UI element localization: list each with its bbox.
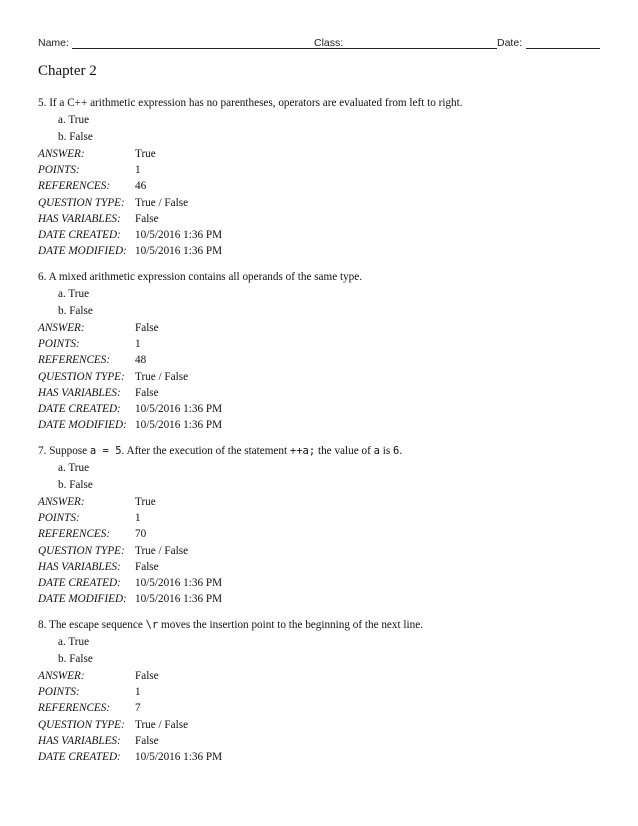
question-item: [38, 95, 608, 259]
date-created-row: [38, 227, 608, 243]
question-type-row: [38, 195, 608, 211]
points-label: POINTS:: [38, 164, 80, 177]
option-b: b. False: [58, 653, 93, 665]
has-variables-row: [38, 559, 608, 575]
date-modified-row: [38, 243, 608, 259]
prompt-code: a: [373, 445, 380, 457]
has-variables-label: HAS VARIABLES:: [38, 560, 121, 573]
date-created-value: 10/5/2016 1:36 PM: [135, 402, 223, 415]
name-label: Name:: [38, 37, 69, 49]
prompt-text: moves the insertion point to the beginning of the next line.: [158, 619, 423, 631]
date-blank-line: [526, 48, 600, 49]
has-variables-row: [38, 733, 608, 749]
prompt-text: .: [399, 445, 403, 457]
points-value: 1: [135, 686, 141, 699]
prompt-text: is: [379, 445, 393, 457]
answer-label: ANSWER:: [38, 670, 85, 682]
prompt-text: . After the execution of the statement: [121, 445, 290, 457]
has-variables-value: False: [135, 560, 159, 573]
points-row: [38, 162, 608, 178]
date-modified-label: DATE MODIFIED:: [38, 245, 127, 258]
date-created-value: 10/5/2016 1:36 PM: [135, 576, 223, 589]
option-a: a. True: [58, 114, 90, 126]
prompt-text: 8. The escape sequence: [38, 619, 146, 631]
date-created-label: DATE CREATED:: [38, 402, 121, 415]
option-b: b. False: [58, 305, 93, 317]
date-modified-value: 10/5/2016 1:36 PM: [135, 419, 223, 432]
name-blank-line: [72, 48, 344, 49]
class-label: Class:: [314, 37, 344, 49]
page-header: [38, 37, 600, 53]
prompt-code: a = 5: [89, 445, 122, 457]
question-type-label: QUESTION TYPE:: [38, 718, 125, 731]
points-label: POINTS:: [38, 338, 80, 351]
question-type-value: True / False: [135, 370, 189, 383]
prompt-code: ++a;: [289, 445, 316, 457]
option-b: b. False: [58, 131, 93, 143]
answer-value: True: [135, 496, 156, 508]
date-modified-label: DATE MODIFIED:: [38, 593, 127, 606]
date-created-label: DATE CREATED:: [38, 750, 121, 763]
answer-row: [38, 320, 608, 336]
date-created-value: 10/5/2016 1:36 PM: [135, 750, 223, 763]
references-label: REFERENCES:: [38, 528, 111, 541]
references-value: 70: [135, 528, 147, 541]
has-variables-row: [38, 385, 608, 401]
has-variables-value: False: [135, 212, 159, 225]
date-created-label: DATE CREATED:: [38, 228, 121, 241]
date-modified-label: DATE MODIFIED:: [38, 419, 127, 432]
points-value: 1: [135, 338, 141, 351]
has-variables-label: HAS VARIABLES:: [38, 734, 121, 747]
question-type-label: QUESTION TYPE:: [38, 544, 125, 557]
date-modified-row: [38, 417, 608, 433]
points-value: 1: [135, 512, 141, 525]
references-label: REFERENCES:: [38, 354, 111, 367]
references-row: [38, 352, 608, 368]
has-variables-value: False: [135, 734, 159, 747]
references-label: REFERENCES:: [38, 180, 111, 193]
answer-value: True: [135, 148, 156, 160]
question-prompt: [38, 443, 608, 460]
answer-row: [38, 668, 608, 684]
answer-label: ANSWER:: [38, 322, 85, 334]
prompt-text: 7. Suppose: [38, 445, 90, 457]
points-row: [38, 684, 608, 700]
date-created-row: [38, 749, 608, 765]
question-prompt: 6. A mixed arithmetic expression contains all operands of the same type.: [38, 271, 363, 283]
has-variables-row: [38, 211, 608, 227]
answer-value: False: [135, 670, 159, 682]
question-item: [38, 269, 608, 433]
answer-value: False: [135, 322, 159, 334]
prompt-text: the value of: [315, 445, 374, 457]
answer-label: ANSWER:: [38, 496, 85, 508]
prompt-code: 6: [392, 445, 400, 457]
has-variables-label: HAS VARIABLES:: [38, 212, 121, 225]
points-row: [38, 336, 608, 352]
references-label: REFERENCES:: [38, 702, 111, 715]
question-type-value: True / False: [135, 196, 189, 209]
option-b: b. False: [58, 479, 93, 491]
answer-row: [38, 146, 608, 162]
date-modified-row: [38, 591, 608, 607]
references-value: 48: [135, 354, 147, 367]
date-created-row: [38, 575, 608, 591]
references-row: [38, 178, 608, 194]
points-value: 1: [135, 164, 141, 177]
date-modified-value: 10/5/2016 1:36 PM: [135, 593, 223, 606]
prompt-code: \r: [145, 619, 159, 631]
question-type-row: [38, 543, 608, 559]
date-created-row: [38, 401, 608, 417]
question-type-label: QUESTION TYPE:: [38, 196, 125, 209]
references-row: [38, 526, 608, 542]
points-label: POINTS:: [38, 512, 80, 525]
chapter-title: Chapter 2: [38, 63, 97, 79]
references-row: [38, 700, 608, 716]
question-type-value: True / False: [135, 544, 189, 557]
question-type-row: [38, 369, 608, 385]
points-label: POINTS:: [38, 686, 80, 699]
has-variables-value: False: [135, 386, 159, 399]
question-type-value: True / False: [135, 718, 189, 731]
date-created-label: DATE CREATED:: [38, 576, 121, 589]
answer-label: ANSWER:: [38, 148, 85, 160]
question-type-row: [38, 717, 608, 733]
date-label: Date:: [497, 37, 523, 49]
date-modified-value: 10/5/2016 1:36 PM: [135, 245, 223, 258]
has-variables-label: HAS VARIABLES:: [38, 386, 121, 399]
option-a: a. True: [58, 636, 90, 648]
question-type-label: QUESTION TYPE:: [38, 370, 125, 383]
option-a: a. True: [58, 462, 90, 474]
date-created-value: 10/5/2016 1:36 PM: [135, 228, 223, 241]
question-item: [38, 443, 608, 607]
references-value: 7: [135, 702, 141, 715]
question-prompt: 5. If a C++ arithmetic expression has no parentheses, operators are evaluated from left to right.: [38, 97, 463, 109]
option-a: a. True: [58, 288, 90, 300]
class-blank-line: [344, 48, 497, 49]
question-prompt: [38, 617, 608, 634]
answer-row: [38, 494, 608, 510]
points-row: [38, 510, 608, 526]
question-item: [38, 617, 608, 765]
references-value: 46: [135, 180, 147, 193]
